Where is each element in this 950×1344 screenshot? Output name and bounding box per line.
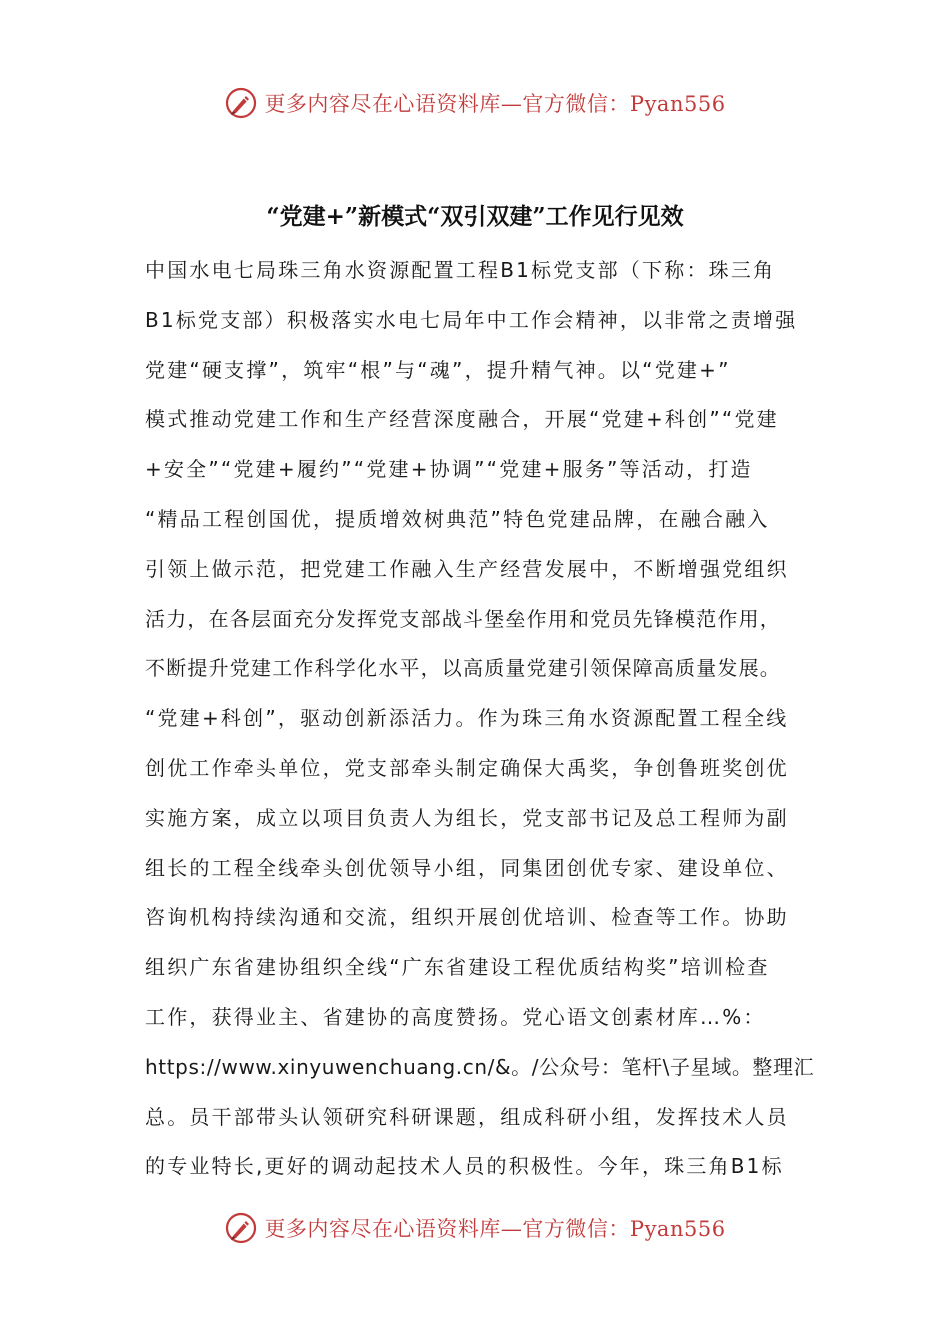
body-line: 咨询机构持续沟通和交流，组织开展创优培训、检查等工作。协助: [145, 905, 789, 930]
body-line: 总。员干部带头认领研究科研课题，组成科研小组，发挥技术人员: [145, 1104, 789, 1129]
header-watermark-banner: [0, 83, 950, 123]
body-line: 组织广东省建协组织全线“广东省建设工程优质结构奖”培训检查: [145, 955, 770, 980]
pen-logo-icon: [224, 86, 258, 120]
document-title: “党建+”新模式“双引双建”工作见行见效: [266, 203, 684, 230]
body-line: 的专业特长,更好的调动起技术人员的积极性。今年，珠三角B1标: [145, 1154, 784, 1179]
body-line: B1标党支部）积极落实水电七局年中工作会精神，以非常之责增强: [145, 307, 798, 332]
body-line: 中国水电七局珠三角水资源配置工程B1标党支部（下称：珠三角: [145, 258, 776, 282]
footer-watermark-banner: [0, 1208, 950, 1248]
body-line: 实施方案，成立以项目负责人为组长，党支部书记及总工程师为副: [145, 805, 789, 830]
body-line: 引领上做示范，把党建工作融入生产经营发展中，不断增强党组织: [145, 556, 789, 581]
body-line: https://www.xinyuwenchuang.cn/&。/公众号：笔杆\子星域。整理汇: [145, 1054, 815, 1079]
body-line: 工作，获得业主、省建协的高度赞扬。党心语文创素材库…%：: [145, 1004, 766, 1029]
pen-logo-icon: [224, 1211, 258, 1245]
body-line: +安全”“党建+履约”“党建+协调”“党建+服务”等活动，打造: [145, 457, 753, 482]
body-line: 创优工作牵头单位，党支部牵头制定确保大禹奖，争创鲁班奖创优: [145, 755, 789, 780]
body-line: 不断提升党建工作科学化水平，以高质量党建引领保障高质量发展。: [145, 656, 781, 681]
body-line: 活力，在各层面充分发挥党支部战斗堡垒作用和党员先锋模范作用，: [145, 606, 781, 631]
body-line: 党建“硬支撑”，筑牢“根”与“魂”，提升精气神。以“党建+”: [145, 357, 731, 382]
body-line: 组长的工程全线牵头创优领导小组，同集团创优专家、建设单位、: [145, 855, 789, 880]
body-line: “精品工程创国优，提质增效树典范”特色党建品牌，在融合融入: [145, 506, 770, 531]
body-line: 模式推动党建工作和生产经营深度融合，开展“党建+科创”“党建: [145, 407, 779, 432]
document-body: [145, 246, 825, 1192]
watermark-text: 更多内容尽在心语资料库—官方微信：Pyan556: [264, 92, 726, 116]
body-line: “党建+科创”，驱动创新添活力。作为珠三角水资源配置工程全线: [145, 706, 789, 731]
watermark-text: 更多内容尽在心语资料库—官方微信：Pyan556: [264, 1217, 726, 1241]
